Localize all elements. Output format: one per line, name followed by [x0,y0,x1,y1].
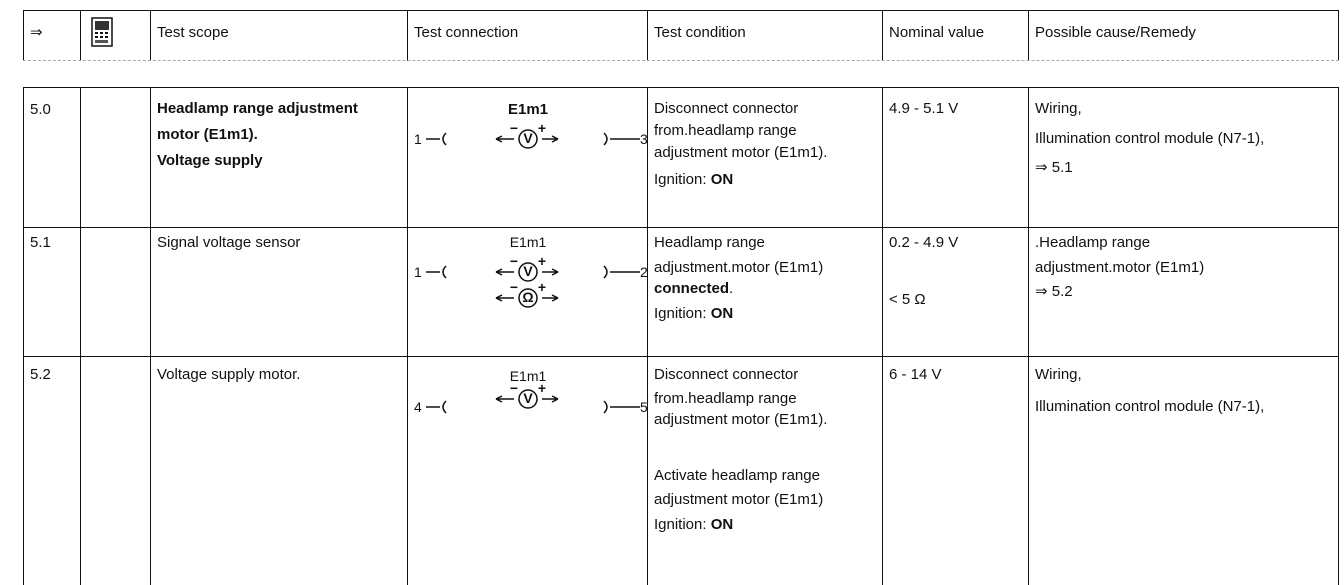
svg-text:Ω: Ω [522,289,534,305]
cause-cell: .Headlamp range adjustment.motor (E1m1) ⇒ 5.2 [1028,228,1339,357]
connection-cell [407,228,647,357]
tester-cell [80,357,150,585]
svg-text:−: − [509,380,519,396]
pin-right: 5 [640,399,648,415]
header-arrow-cell [23,11,80,61]
condition-cell: Headlamp range adjustment.motor (E1m1) connected. Ignition: ON [647,228,882,357]
connection-cell [407,88,647,228]
pin-left: 4 [414,399,422,415]
left-connector-icon [426,266,446,278]
svg-text:+: + [537,279,547,295]
component-label: E1m1 [509,234,547,250]
scope-cell: Voltage supply motor. [150,357,407,585]
step-cell: 5.2 [23,357,80,585]
svg-text:−: − [509,253,519,269]
left-connector-icon [426,401,446,413]
scope-cell: Headlamp range adjustment motor (E1m1). Voltage supply [150,88,407,228]
condition-cell: Disconnect connector from.headlamp range adjustment motor (E1m1). Ignition: ON [647,88,882,228]
svg-text:+: + [537,120,547,136]
right-connector-icon [604,401,640,413]
right-connector-icon [604,266,640,278]
step-cell: 5.0 [23,88,80,228]
connection-diagram [408,357,648,477]
table-row [23,356,1339,585]
tester-cell [80,88,150,228]
nominal-cell: 6 - 14 V [882,357,1028,585]
goto-link[interactable]: ⇒ 5.1 [1035,159,1073,176]
nominal-cell: 4.9 - 5.1 V [882,88,1028,228]
header-test-connection: Test connection [407,11,647,61]
cause-cell: Wiring, Illumination control module (N7-1), [1028,357,1339,585]
cause-cell: Wiring, Illumination control module (N7-1), ⇒ 5.1 [1028,88,1339,228]
tester-cell [80,228,150,357]
header-tester-cell [80,11,150,61]
component-label: E1m1 [507,101,549,118]
header-test-scope: Test scope [150,11,407,61]
scope-cell: Signal voltage sensor [150,228,407,357]
svg-text:V: V [523,390,533,406]
table-header [23,10,1339,61]
svg-text:V: V [523,130,533,146]
svg-text:+: + [537,253,547,269]
header-test-condition: Test condition [647,11,882,61]
svg-text:−: − [509,279,519,295]
table-row [23,227,1339,357]
connection-cell [407,357,647,585]
header-nominal-value: Nominal value [882,11,1028,61]
header-possible-cause: Possible cause/Remedy [1028,11,1339,61]
pin-right: 3 [640,131,648,147]
connection-diagram [408,88,648,208]
table-row [23,87,1339,228]
component-label: E1m1 [509,368,547,384]
pin-right: 2 [640,264,648,280]
step-cell: 5.1 [23,228,80,357]
pin-left: 1 [414,264,422,280]
svg-text:+: + [537,380,547,396]
svg-text:V: V [523,263,533,279]
left-connector-icon [426,133,446,145]
pin-left: 1 [414,131,422,147]
connection-diagram [408,228,648,348]
goto-link[interactable]: ⇒ 5.2 [1035,283,1073,300]
nominal-cell: 0.2 - 4.9 V < 5 Ω [882,228,1028,357]
svg-text:−: − [509,120,519,136]
tester-icon [91,17,113,47]
right-connector-icon [604,133,640,145]
arrow-icon: ⇒ [30,24,43,41]
condition-cell: Disconnect connector from.headlamp range adjustment motor (E1m1). Activate headlamp range adjustment motor (E1m1) Ignition: ON [647,357,882,585]
